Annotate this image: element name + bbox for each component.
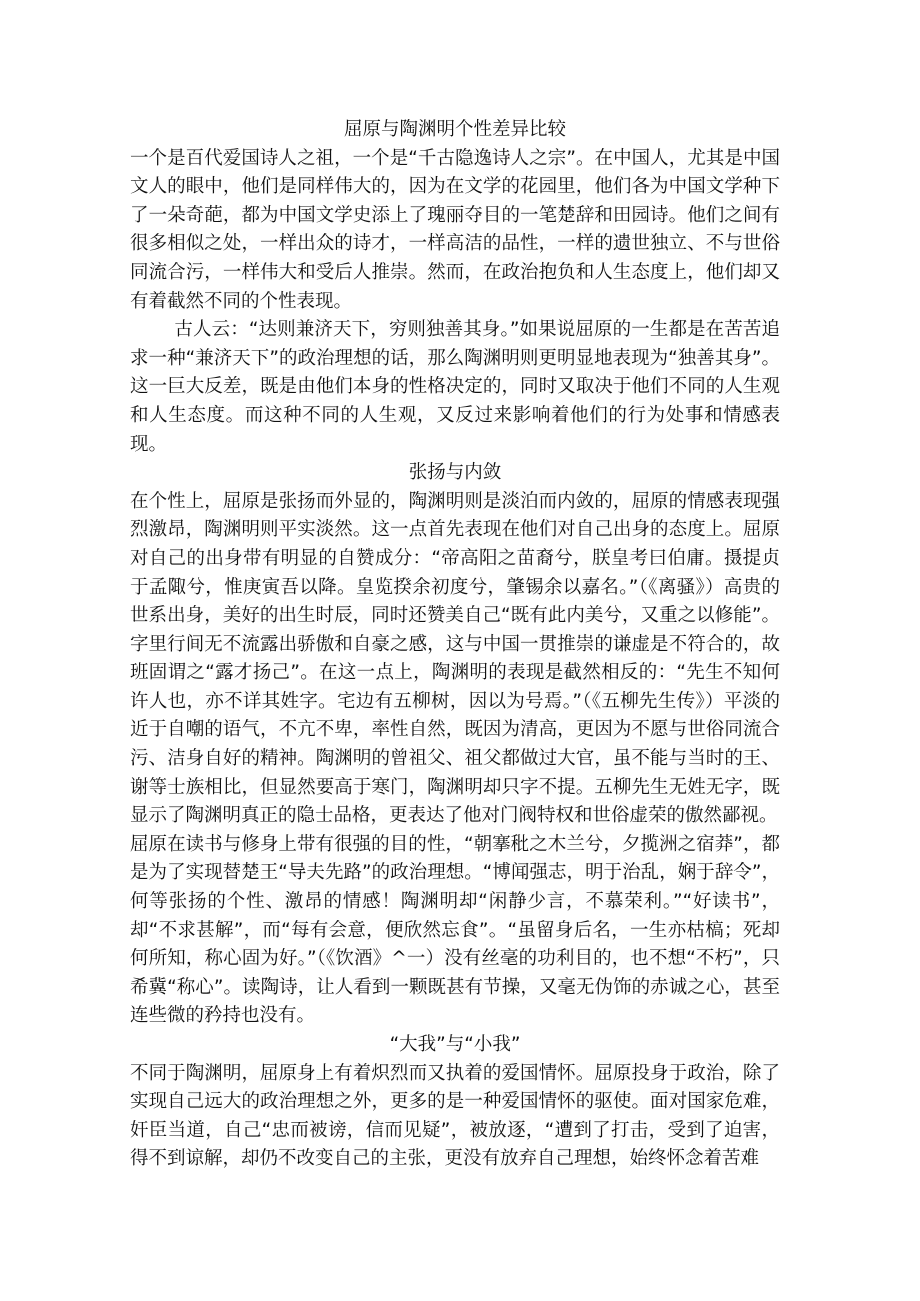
section-heading: 张扬与内敛 [408,462,502,484]
body-paragraph: 在个性上，屈原是张扬而外显的，陶渊明则是淡泊而内敛的，屈原的情感表现强烈激昂，陶渊明则平实淡然。这一点首先表现在他们对自己出身的态度上。屈原对自己的出身带有明显的自赞成分：“帝高阳之苗裔兮，朕皇考曰伯庸。摄提贞于孟陬兮，惟庚寅吾以降。皇览揆余初度兮，肇锡余以嘉名。”（《离骚》）高贵的世系出身，美好的出生时辰，同时还赞美自己“既有此内美兮，又重之以修能”。字里行间无不流露出骄傲和自豪之感，这与中国一贯推崇的谦虚是不符合的，故班固谓之“露才扬己”。在这一点上，陶渊明的表现是截然相反的：“先生不知何许人也，亦不详其姓字。宅边有五柳树，因以为号焉。”（《五柳先生传》）平淡的近于自嘲的语气，不亢不卑，率性自然，既因为清高，更因为不愿与世俗同流合污、洁身自好的精神。陶渊明的曾祖父、祖父都做过大官，虽不能与当时的王、谢等士族相比，但显然要高于寒门，陶渊明却只字不提。五柳先生无姓无字，既显示了陶渊明真正的隐士品格，更表达了他对门阀特权和世俗虚荣的傲然鄙视。 [130,490,780,827]
body-paragraph: 屈原在读书与修身上带有很强的目的性，“朝搴秕之木兰兮，夕揽洲之宿莽”，都是为了实现替楚王“导夫先路”的政治理想。“博闻强志，明于治乱，娴于辞令”，何等张扬的个性、激昂的情感！陶渊明却“闲静少言，不慕荣利。”“好读书”，却“不求甚解”，而“每有会意，便欣然忘食”。“虽留身后名，一生亦枯槁；死却何所知，称心固为好。”（《饮酒》^一）没有丝毫的功利目的，也不想“不朽”，只希冀“称心”。读陶诗，让人看到一颗既甚有节操，又毫无伪饰的赤诚之心，甚至连些微的矜持也没有。 [130,833,780,1027]
document-title: 屈原与陶渊明个性差异比较 [343,119,566,140]
section-heading: “大我”与“小我” [389,1034,521,1055]
intro-paragraph: 古人云：“达则兼济天下，穷则独善其身。”如果说屈原的一生都是在苦苦追求一种“兼济天下”的政治理想的话，那么陶渊明则更明显地表现为“独善其身”。这一巨大反差，既是由他们本身的性格决定的，同时又取决于他们不同的人生观和人生态度。而这种不同的人生观，又反过来影响着他们的行为处事和情感表现。 [130,319,780,455]
intro-paragraph: 一个是百代爱国诗人之祖，一个是“千古隐逸诗人之宗”。在中国人，尤其是中国文人的眼中，他们是同样伟大的，因为在文学的花园里，他们各为中国文学种下了一朵奇葩，都为中国文学史添上了瑰丽夺目的一笔楚辞和田园诗。他们之间有很多相似之处，一样出众的诗才，一样高洁的品性，一样的遗世独立、不与世俗同流合污，一样伟大和受后人推崇。然而，在政治抱负和人生态度上，他们却又有着截然不同的个性表现。 [130,147,780,312]
body-paragraph: 不同于陶渊明，屈原身上有着炽烈而又执着的爱国情怀。屈原投身于政治，除了实现自己远大的政治理想之外，更多的是一种爱国情怀的驱使。面对国家危难，奸臣当道，自己“忠而被谤，信而见疑”，被放逐，“遭到了打击，受到了迫害，得不到谅解，却仍不改变自己的主张，更没有放弃自己理想，始终怀念着苦难 [130,1062,780,1170]
document-page [130,116,780,1174]
